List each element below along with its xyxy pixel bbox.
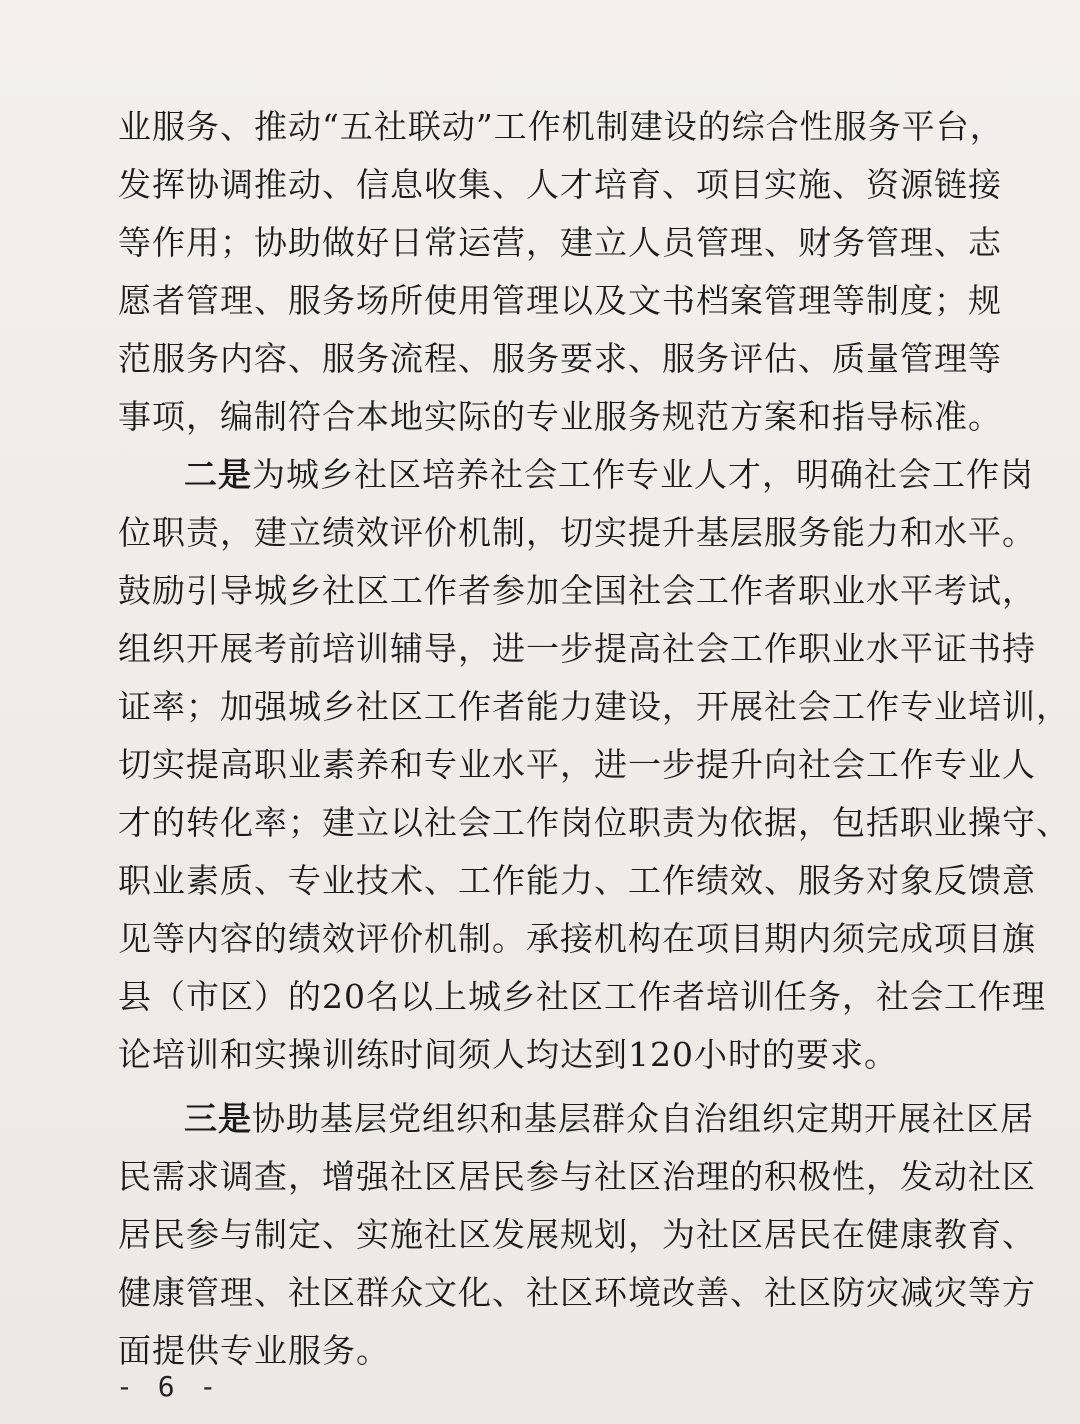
text-line: 论培训和实操训练时间须人均达到120小时的要求。 [118, 1035, 898, 1074]
text-line: 愿者管理、服务场所使用管理以及文书档案管理等制度；规 [118, 281, 1002, 320]
text-line: 范服务内容、服务流程、服务要求、服务评估、质量管理等 [118, 339, 1002, 378]
paragraph-lead: 三是 [184, 1099, 252, 1138]
paragraph-1 [118, 98, 1004, 446]
paragraph-lead: 二是 [184, 455, 252, 494]
page-number: - 6 - [116, 1370, 221, 1403]
text-line: 职业素质、专业技术、工作能力、工作绩效、服务对象反馈意 [118, 861, 1036, 900]
text-line: 县（市区）的20名以上城乡社区工作者培训任务，社会工作理 [118, 977, 1046, 1016]
text-line: 鼓励引导城乡社区工作者参加全国社会工作者职业水平考试， [118, 571, 1036, 610]
document-body [118, 98, 1070, 1380]
text-line: 面提供专业服务。 [118, 1331, 390, 1370]
paragraph-first-line-text: 协助基层党组织和基层群众自治组织定期开展社区居 [252, 1099, 1034, 1138]
text-line: 居民参与制定、实施社区发展规划，为社区居民在健康教育、 [118, 1215, 1036, 1254]
text-line: 切实提高职业素养和专业水平，进一步提升向社会工作专业人 [118, 745, 1036, 784]
text-line: 见等内容的绩效评价机制。承接机构在项目期内须完成项目旗 [118, 919, 1036, 958]
text-line: 健康管理、社区群众文化、社区环境改善、社区防灾减灾等方 [118, 1273, 1036, 1312]
paragraph-first-line [118, 446, 1034, 504]
paragraph-2 [118, 446, 1070, 1084]
paragraph-first-line-text: 为城乡社区培养社会工作专业人才，明确社会工作岗 [252, 455, 1034, 494]
text-line: 业服务、推动“五社联动”工作机制建设的综合性服务平台， [118, 107, 1004, 146]
text-line: 事项，编制符合本地实际的专业服务规范方案和指导标准。 [118, 397, 1002, 436]
text-line: 证率；加强城乡社区工作者能力建设，开展社会工作专业培训， [118, 687, 1070, 726]
text-line: 发挥协调推动、信息收集、人才培育、项目实施、资源链接 [118, 165, 1002, 204]
text-line: 民需求调查，增强社区居民参与社区治理的积极性，发动社区 [118, 1157, 1036, 1196]
paragraph-first-line [118, 1090, 1034, 1148]
text-line: 位职责，建立绩效评价机制，切实提升基层服务能力和水平。 [118, 513, 1036, 552]
text-line: 等作用；协助做好日常运营，建立人员管理、财务管理、志 [118, 223, 1002, 262]
text-line: 才的转化率；建立以社会工作岗位职责为依据，包括职业操守、 [118, 803, 1070, 842]
paragraph-3 [118, 1090, 1036, 1380]
text-line: 组织开展考前培训辅导，进一步提高社会工作职业水平证书持 [118, 629, 1036, 668]
